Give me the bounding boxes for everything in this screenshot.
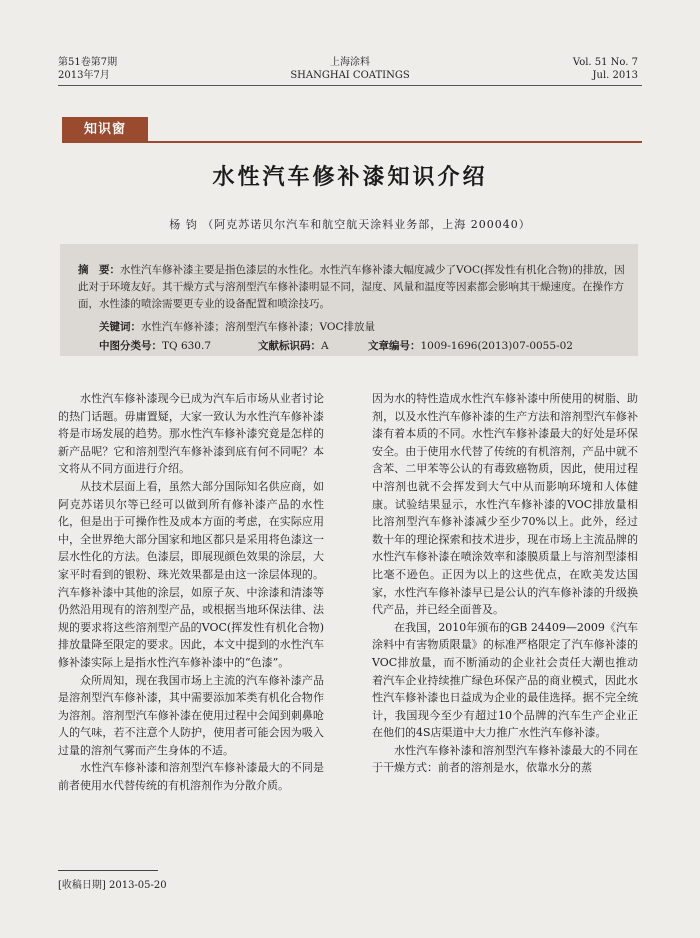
journal-name-cn: 上海涂料 [330, 57, 370, 68]
section-tag: 知识窗 [62, 117, 148, 142]
clc-field [99, 339, 211, 354]
header-right [573, 56, 638, 82]
paragraph: 水性汽车修补漆和溶剂型汽车修补漆最大的不同在于干燥方式：前者的溶剂是水，依靠水分的蒸 [372, 743, 638, 775]
doc-code-label: 文献标识码： [258, 340, 321, 352]
author-line: 杨 钧 （阿克苏诺贝尔汽车和航空航天涂料业务部，上海 200040） [169, 218, 531, 231]
clc-label: 中图分类号： [99, 340, 162, 352]
date-cn: 2013年7月 [58, 70, 110, 81]
keywords-label: 关键词： [99, 321, 141, 333]
footnote-rule [58, 870, 158, 871]
received-date-footnote: [收稿日期] 2013-05-20 [58, 880, 167, 891]
paragraph: 众所周知，现在我国市场上主流的汽车修补漆产品是溶剂型汽车修补漆，其中需要添加苯类有机化合物作为溶剂。溶剂型汽车修补漆在使用过程中会闻到刺鼻呛人的气味，若不注意个人防护，使用者可能会因为吸入过量的溶剂气雾而产生身体的不适。 [58, 673, 324, 757]
paragraph: 从技术层面上看，虽然大部分国际知名供应商，如阿克苏诺贝尔等已经可以做到所有修补漆产品的水性化，但是出于可操作性及成本方面的考虑，在实际应用中，全世界绝大部分国家和地区都只是采用将色漆这一层水性化的方法。色漆层，即展现颜色效果的涂层，大家平时看到的银粉、珠光效果都是由这一涂层体现的。汽车修补漆中其他的涂层，如原子灰、中涂漆和清漆等仍然沿用现有的溶剂型产品，或根据当地环保法律、法规的要求将这些溶剂型产品的VOC(挥发性有机化合物)排放量降至限定的要求。因此，本文中提到的水性汽车修补漆实际上是指水性汽车修补漆中的“色漆”。 [58, 479, 324, 669]
doc-code-field [258, 339, 329, 354]
article-no-value: 1009-1696(2013)07-0055-02 [420, 340, 573, 352]
article-no-field [368, 339, 573, 354]
keywords-text: 水性汽车修补漆；溶剂型汽车修补漆；VOC排放量 [141, 321, 376, 333]
body-column-left [58, 390, 324, 795]
abstract-label: 摘 要： [78, 264, 120, 276]
article-title: 水性汽车修补漆知识介绍 [212, 165, 488, 190]
header-left [58, 56, 117, 82]
date-en: Jul. 2013 [592, 70, 638, 81]
paragraph: 水性汽车修补漆和溶剂型汽车修补漆最大的不同是前者使用水代替传统的有机溶剂作为分散介质。 [58, 761, 324, 793]
abstract [78, 262, 628, 313]
volume-en: Vol. 51 No. 7 [572, 57, 638, 68]
doc-code-value: A [321, 340, 329, 352]
abstract-text: 水性汽车修补漆主要是指色漆层的水性化。水性汽车修补漆大幅度减少了VOC(挥发性有机化合物)的排放，因此对于环境友好。其干燥方式与溶剂型汽车修补漆明显不同，湿度、风量和温度等因素都会影响其干燥速度。在操作方面，水性漆的喷涂需要更专业的设备配置和喷涂技巧。 [78, 264, 625, 310]
paragraph: 因为水的特性造成水性汽车修补漆中所使用的树脂、助剂，以及水性汽车修补漆的生产方法和溶剂型汽车修补漆有着本质的不同。水性汽车修补漆最大的好处是环保安全。由于使用水代替了传统的有机溶剂，产品中就不含苯、二甲苯等公认的有毒致癌物质，因此，使用过程中溶剂也就不会挥发到大气中从而影响环境和人体健康。试验结果显示，水性汽车修补漆的VOC排放量相比溶剂型汽车修补漆减少至少70%以上。此外，经过数十年的理论探索和技术进步，现在市场上主流品牌的水性汽车修补漆在喷涂效率和漆膜质量上与溶剂型漆相比毫不逊色。正因为以上的这些优点，在欧美发达国家，水性汽车修补漆早已是公认的汽车修补漆的升级换代产品，并已经全面普及。 [372, 392, 638, 617]
paragraph: 在我国，2010年颁布的GB 24409—2009《汽车涂料中有害物质限量》的标准严格限定了汽车修补漆的VOC排放量，而不断涌动的企业社会责任大潮也推动着汽车企业持续推广绿色环保产品的商业模式，因此水性汽车修补漆也日益成为企业的最佳选择。据不完全统计，我国现今至少有超过10个品牌的汽车生产企业正在他们的4S店渠道中大力推广水性汽车修补漆。 [372, 620, 638, 740]
paragraph: 水性汽车修补漆现今已成为汽车后市场从业者讨论的热门话题。毋庸置疑，大家一致认为水性汽车修补漆将是市场发展的趋势。那水性汽车修补漆究竟是怎样的新产品呢？它和溶剂型汽车修补漆到底有何不同呢？本文将从不同方面进行介绍。 [58, 392, 324, 476]
volume-cn: 第51卷第7期 [58, 57, 118, 68]
section-rule [62, 141, 642, 143]
clc-value: TQ 630.7 [162, 340, 212, 352]
header-center [250, 56, 450, 82]
body-column-right [372, 390, 638, 777]
header-rule [58, 85, 642, 86]
article-no-label: 文章编号： [368, 340, 421, 352]
journal-name-en: SHANGHAI COATINGS [290, 70, 410, 81]
keywords-row [99, 320, 375, 335]
